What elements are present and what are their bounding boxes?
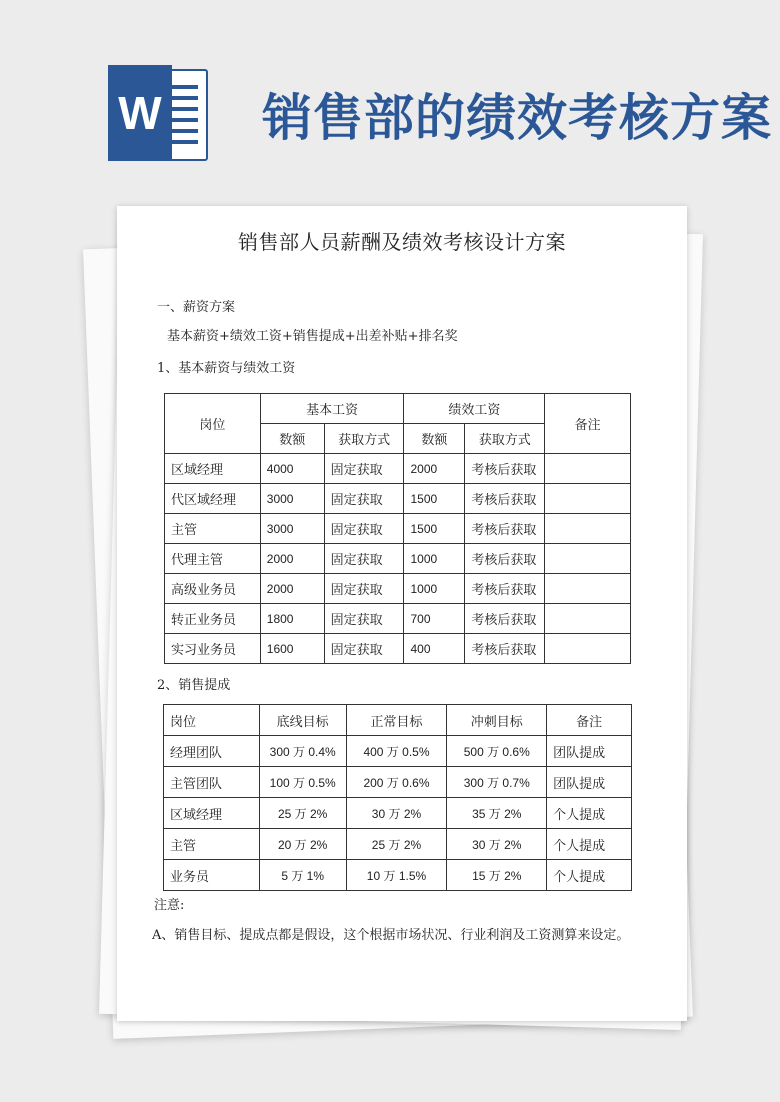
table-row xyxy=(164,798,632,829)
cell-perf-amount: 2000 xyxy=(404,454,465,484)
cell-base-method: 固定获取 xyxy=(324,454,404,484)
cell-base-method: 固定获取 xyxy=(324,484,404,514)
cell-sprint-target: 35 万 2% xyxy=(447,798,547,829)
header-cell: 绩效工资 xyxy=(404,394,545,424)
sub-heading-2: 2、销售提成 xyxy=(157,678,231,693)
sub-heading-1: 1、基本薪资与绩效工资 xyxy=(157,361,296,376)
cell-position: 代理主管 xyxy=(165,544,261,574)
cell-base-method: 固定获取 xyxy=(324,544,404,574)
cell-remark xyxy=(545,514,631,544)
cell-normal-target: 30 万 2% xyxy=(346,798,447,829)
header-cell: 数额 xyxy=(260,424,324,454)
cell-perf-amount: 700 xyxy=(404,604,465,634)
cell-base-amount: 4000 xyxy=(260,454,324,484)
cell-position: 主管 xyxy=(164,829,260,860)
document-page xyxy=(117,206,687,1021)
note-text: A、销售目标、提成点都是假设，这个根据市场状况、行业利润及工资测算来设定。 xyxy=(152,928,630,943)
cell-position: 业务员 xyxy=(164,860,260,891)
cell-perf-method: 考核后获取 xyxy=(465,604,545,634)
banner-title: 销售部的绩效考核方案 xyxy=(262,89,772,147)
table-header-row xyxy=(165,394,631,424)
cell-sprint-target: 500 万 0.6% xyxy=(447,736,547,767)
salary-formula: 基本薪资+绩效工资+销售提成+出差补贴+排名奖 xyxy=(167,329,458,344)
cell-sprint-target: 30 万 2% xyxy=(447,829,547,860)
cell-remark xyxy=(545,574,631,604)
cell-position: 经理团队 xyxy=(164,736,260,767)
table-row xyxy=(165,454,631,484)
salary-table xyxy=(164,393,631,664)
cell-perf-method: 考核后获取 xyxy=(465,544,545,574)
header-cell: 备注 xyxy=(547,705,632,736)
table-row xyxy=(165,634,631,664)
word-icon-letter: W xyxy=(108,65,172,161)
cell-remark xyxy=(545,604,631,634)
table-row xyxy=(164,736,632,767)
cell-position: 区域经理 xyxy=(165,454,261,484)
header-cell: 基本工资 xyxy=(260,394,404,424)
note-label: 注意: xyxy=(154,898,185,913)
cell-floor-target: 25 万 2% xyxy=(259,798,346,829)
cell-base-amount: 3000 xyxy=(260,484,324,514)
cell-remark: 个人提成 xyxy=(547,860,632,891)
header-cell: 正常目标 xyxy=(346,705,447,736)
cell-normal-target: 200 万 0.6% xyxy=(346,767,447,798)
cell-perf-method: 考核后获取 xyxy=(465,574,545,604)
header-cell: 岗位 xyxy=(165,394,261,454)
cell-floor-target: 100 万 0.5% xyxy=(259,767,346,798)
cell-remark: 团队提成 xyxy=(547,736,632,767)
cell-base-method: 固定获取 xyxy=(324,634,404,664)
cell-base-amount: 2000 xyxy=(260,574,324,604)
cell-perf-method: 考核后获取 xyxy=(465,514,545,544)
table-row xyxy=(165,484,631,514)
cell-position: 转正业务员 xyxy=(165,604,261,634)
table-row xyxy=(165,544,631,574)
cell-perf-amount: 1500 xyxy=(404,484,465,514)
cell-remark xyxy=(545,484,631,514)
cell-position: 区域经理 xyxy=(164,798,260,829)
cell-base-amount: 2000 xyxy=(260,544,324,574)
header-cell: 数额 xyxy=(404,424,465,454)
cell-base-method: 固定获取 xyxy=(324,604,404,634)
table-row xyxy=(164,860,632,891)
cell-floor-target: 300 万 0.4% xyxy=(259,736,346,767)
cell-perf-method: 考核后获取 xyxy=(465,484,545,514)
cell-normal-target: 400 万 0.5% xyxy=(346,736,447,767)
header-cell: 获取方式 xyxy=(465,424,545,454)
cell-floor-target: 20 万 2% xyxy=(259,829,346,860)
cell-position: 主管 xyxy=(165,514,261,544)
table-row xyxy=(165,574,631,604)
cell-perf-amount: 400 xyxy=(404,634,465,664)
cell-position: 高级业务员 xyxy=(165,574,261,604)
cell-remark: 个人提成 xyxy=(547,798,632,829)
cell-position: 主管团队 xyxy=(164,767,260,798)
cell-remark xyxy=(545,454,631,484)
banner xyxy=(0,0,780,190)
document-title: 销售部人员薪酬及绩效考核设计方案 xyxy=(238,230,566,254)
table-header-row xyxy=(164,705,632,736)
table-row xyxy=(165,604,631,634)
cell-perf-amount: 1000 xyxy=(404,574,465,604)
cell-perf-method: 考核后获取 xyxy=(465,454,545,484)
cell-normal-target: 25 万 2% xyxy=(346,829,447,860)
header-cell: 获取方式 xyxy=(324,424,404,454)
table-row xyxy=(164,829,632,860)
section-heading: 一、薪资方案 xyxy=(157,300,236,315)
cell-base-amount: 3000 xyxy=(260,514,324,544)
table-row xyxy=(165,514,631,544)
cell-perf-method: 考核后获取 xyxy=(465,634,545,664)
commission-table xyxy=(163,704,632,891)
cell-remark xyxy=(545,634,631,664)
cell-sprint-target: 15 万 2% xyxy=(447,860,547,891)
cell-remark: 团队提成 xyxy=(547,767,632,798)
cell-base-amount: 1800 xyxy=(260,604,324,634)
cell-remark: 个人提成 xyxy=(547,829,632,860)
word-icon xyxy=(108,65,208,161)
cell-floor-target: 5 万 1% xyxy=(259,860,346,891)
cell-sprint-target: 300 万 0.7% xyxy=(447,767,547,798)
cell-base-method: 固定获取 xyxy=(324,514,404,544)
cell-perf-amount: 1000 xyxy=(404,544,465,574)
header-cell: 底线目标 xyxy=(259,705,346,736)
cell-position: 实习业务员 xyxy=(165,634,261,664)
cell-base-method: 固定获取 xyxy=(324,574,404,604)
cell-perf-amount: 1500 xyxy=(404,514,465,544)
header-cell: 备注 xyxy=(545,394,631,454)
header-cell: 岗位 xyxy=(164,705,260,736)
cell-base-amount: 1600 xyxy=(260,634,324,664)
cell-normal-target: 10 万 1.5% xyxy=(346,860,447,891)
header-cell: 冲刺目标 xyxy=(447,705,547,736)
cell-remark xyxy=(545,544,631,574)
cell-position: 代区域经理 xyxy=(165,484,261,514)
table-row xyxy=(164,767,632,798)
